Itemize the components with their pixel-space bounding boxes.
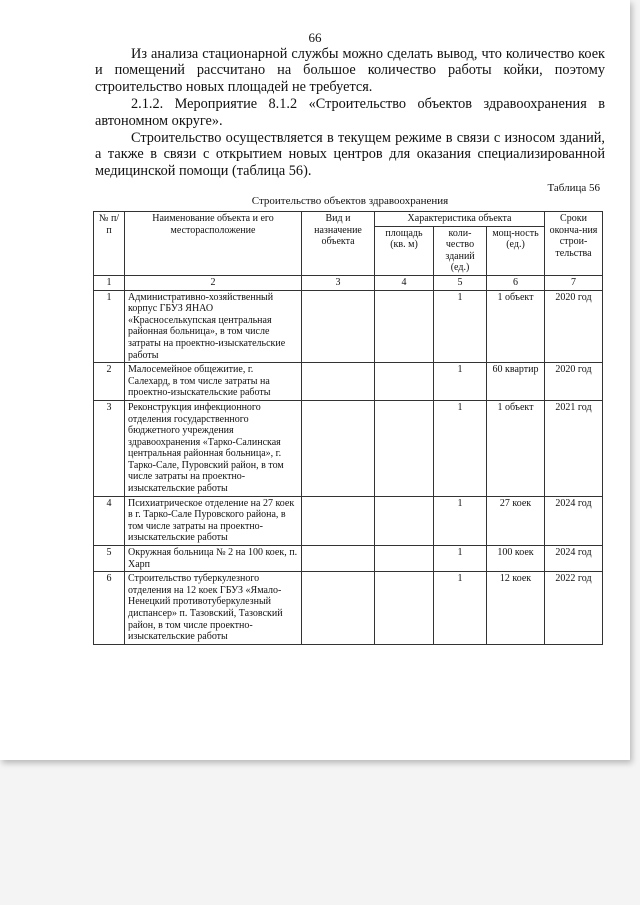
row-num: 4 [94,496,125,545]
table-row [94,290,603,363]
row-capacity: 1 объект [487,400,545,496]
row-deadline: 2024 год [545,496,603,545]
header-name: Наименование объекта и его месторасположение [125,212,302,276]
header-characteristic: Характеристика объекта [375,212,545,227]
column-number: 6 [487,275,545,290]
row-num: 5 [94,546,125,572]
row-kind [302,290,375,363]
header-area: площадь (кв. м) [375,226,434,275]
row-num: 6 [94,572,125,645]
row-area [375,572,434,645]
row-buildings: 1 [434,290,487,363]
column-number-row [94,275,603,290]
column-number: 5 [434,275,487,290]
header-buildings: коли-чество зданий (ед.) [434,226,487,275]
row-num: 1 [94,290,125,363]
row-kind [302,400,375,496]
row-buildings: 1 [434,363,487,401]
row-name: Административно-хозяйственный корпус ГБУЗ ЯНАО «Красноселькупская центральная районная больница», в том числе затраты на проектно-изыскательские работы [125,290,302,363]
row-area [375,546,434,572]
paragraph: Строительство осуществляется в текущем режиме в связи с износом зданий, а также в связи с открытием новых центров для оказания специализированной медицинской помощи (таблица 56). [95,130,605,179]
row-deadline: 2020 год [545,290,603,363]
row-name: Строительство туберкулезного отделения на 12 коек ГБУЗ «Ямало-Ненецкий противотуберкулезный диспансер» п. Тазовский, Тазовский район, в том числе проектно-изыскательские работы [125,572,302,645]
row-buildings: 1 [434,496,487,545]
row-name: Реконструкция инфекционного отделения государственного бюджетного учреждения здравоохранения «Тарко-Салинская центральная районная больница», г. Тарко-Сале, Пуровский район, в том числе затраты на проектно-изыскательские работы [125,400,302,496]
row-num: 3 [94,400,125,496]
row-name: Малосемейное общежитие, г. Салехард, в том числе затраты на проектно-изыскательские работы [125,363,302,401]
row-kind [302,572,375,645]
row-name: Окружная больница № 2 на 100 коек, п. Харп [125,546,302,572]
row-area [375,363,434,401]
column-number: 1 [94,275,125,290]
table-header-row [94,212,603,227]
header-deadline: Сроки оконча-ния строи-тельства [545,212,603,276]
table-label: Таблица 56 [547,182,600,194]
row-area [375,496,434,545]
row-capacity: 27 коек [487,496,545,545]
page-number: 66 [308,30,322,45]
construction-table [93,211,603,645]
row-deadline: 2022 год [545,572,603,645]
row-name: Психиатрическое отделение на 27 коек в г. Тарко-Сале Пуровского района, в том числе затраты на проектно-изыскательские работы [125,496,302,545]
row-buildings: 1 [434,400,487,496]
row-capacity: 12 коек [487,572,545,645]
row-kind [302,363,375,401]
header-kind: Вид и назначение объекта [302,212,375,276]
row-capacity: 1 объект [487,290,545,363]
table-row [94,400,603,496]
table-row [94,572,603,645]
row-num: 2 [94,363,125,401]
row-kind [302,496,375,545]
row-capacity: 100 коек [487,546,545,572]
paragraph: Из анализа стационарной службы можно сделать вывод, что количество коек и помещений рассчитано на большое количество работы койки, поэтому строительство новых площадей не требуется. [95,46,605,95]
body-text [95,46,605,179]
column-number: 4 [375,275,434,290]
row-kind [302,546,375,572]
row-buildings: 1 [434,546,487,572]
row-deadline: 2020 год [545,363,603,401]
header-num: № п/п [94,212,125,276]
row-deadline: 2024 год [545,546,603,572]
column-number: 3 [302,275,375,290]
table-row [94,496,603,545]
table-caption: Строительство объектов здравоохранения [251,195,449,207]
column-number: 7 [545,275,603,290]
table-row [94,363,603,401]
header-capacity: мощ-ность (ед.) [487,226,545,275]
row-deadline: 2021 год [545,400,603,496]
column-number: 2 [125,275,302,290]
row-buildings: 1 [434,572,487,645]
row-area [375,400,434,496]
paragraph: 2.1.2. Мероприятие 8.1.2 «Строительство объектов здравоохранения в автономном округе». [95,96,605,129]
row-area [375,290,434,363]
table-row [94,546,603,572]
row-capacity: 60 квартир [487,363,545,401]
